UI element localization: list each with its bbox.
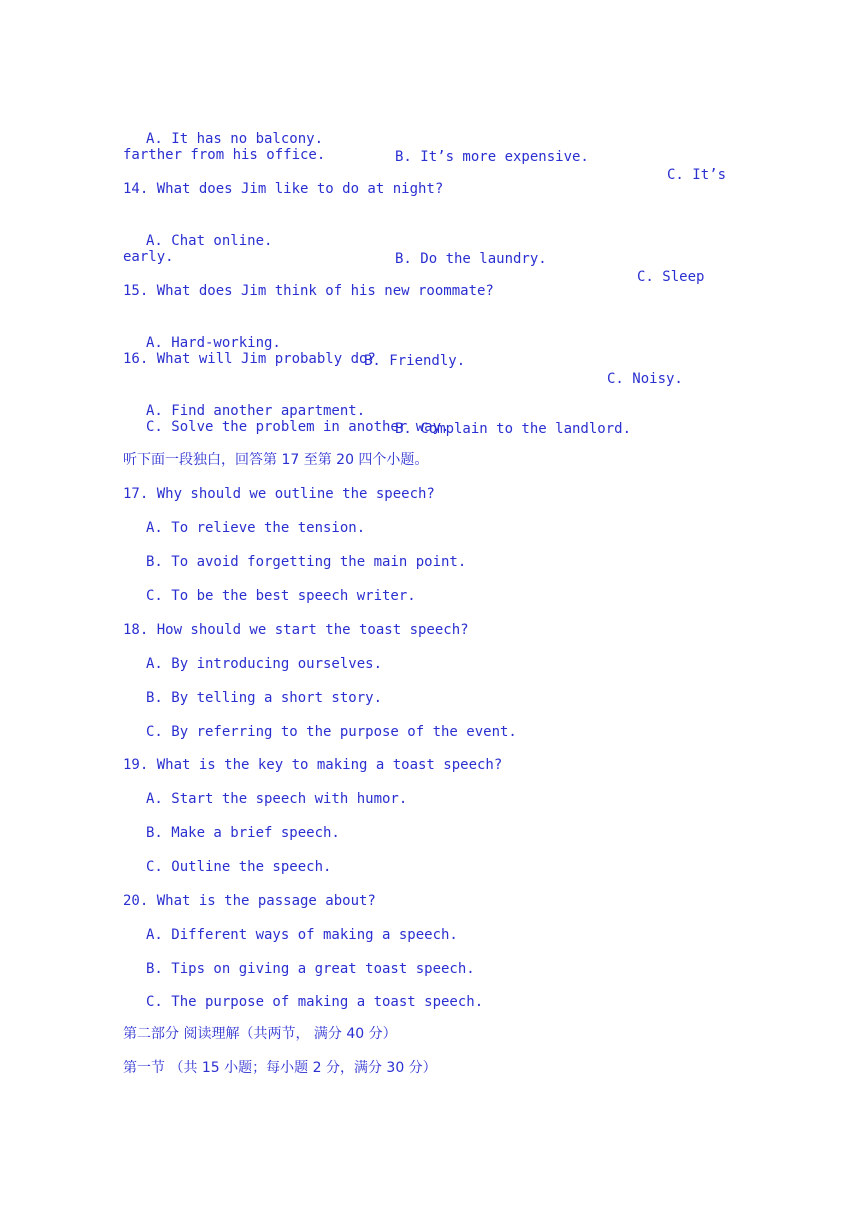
q13-option-a: A. It has no balcony.	[146, 131, 324, 147]
q16-option-c: C. Solve the problem in another way.	[146, 419, 450, 435]
q14-option-c-continued: early.	[123, 249, 174, 265]
q20-option-a: A. Different ways of making a speech.	[146, 927, 458, 943]
q19-option-b: B. Make a brief speech.	[146, 825, 340, 841]
q15-option-c: C. Noisy.	[607, 371, 683, 387]
q17-option-a: A. To relieve the tension.	[146, 520, 366, 536]
q14-option-a: A. Chat online.	[146, 233, 273, 249]
q13-option-c: C. It’s	[667, 167, 727, 183]
q19-option-a: A. Start the speech with humor.	[146, 791, 408, 807]
q19-option-c: C. Outline the speech.	[146, 859, 332, 875]
q15-stem: 15. What does Jim think of his new roommate?	[123, 283, 494, 299]
section1-heading: 第一节 （共 15 小题；每小题 2 分，满分 30 分）	[123, 1060, 437, 1076]
q20-option-c: C. The purpose of making a toast speech.	[146, 994, 484, 1010]
q16-option-a: A. Find another apartment.	[146, 403, 366, 419]
q13-option-c-continued: farther from his office.	[123, 147, 326, 163]
q18-option-b: B. By telling a short story.	[146, 690, 383, 706]
q14-option-b: B. Do the laundry.	[395, 251, 547, 267]
part2-heading: 第二部分 阅读理解（共两节， 满分 40 分）	[123, 1026, 397, 1042]
q14-option-c: C. Sleep	[637, 269, 705, 285]
q20-stem: 20. What is the passage about?	[123, 893, 376, 909]
q13-option-b: B. It’s more expensive.	[395, 149, 589, 165]
q18-option-c: C. By referring to the purpose of the event.	[146, 724, 517, 740]
q19-stem: 19. What is the key to making a toast speech?	[123, 757, 503, 773]
q17-stem: 17. Why should we outline the speech?	[123, 486, 435, 502]
q15-option-b: B. Friendly.	[364, 353, 466, 369]
q14-stem: 14. What does Jim like to do at night?	[123, 181, 444, 197]
q17-option-b: B. To avoid forgetting the main point.	[146, 554, 467, 570]
q17-option-c: C. To be the best speech writer.	[146, 588, 416, 604]
q16-option-b: B. Complain to the landlord.	[395, 421, 632, 437]
q18-option-a: A. By introducing ourselves.	[146, 656, 383, 672]
q18-stem: 18. How should we start the toast speech?	[123, 622, 469, 638]
q20-option-b: B. Tips on giving a great toast speech.	[146, 961, 475, 977]
q16-stem: 16. What will Jim probably do?	[123, 351, 376, 367]
monologue-instruction: 听下面一段独白，回答第 17 至第 20 四个小题。	[123, 452, 429, 468]
q15-option-a: A. Hard-working.	[146, 335, 281, 351]
